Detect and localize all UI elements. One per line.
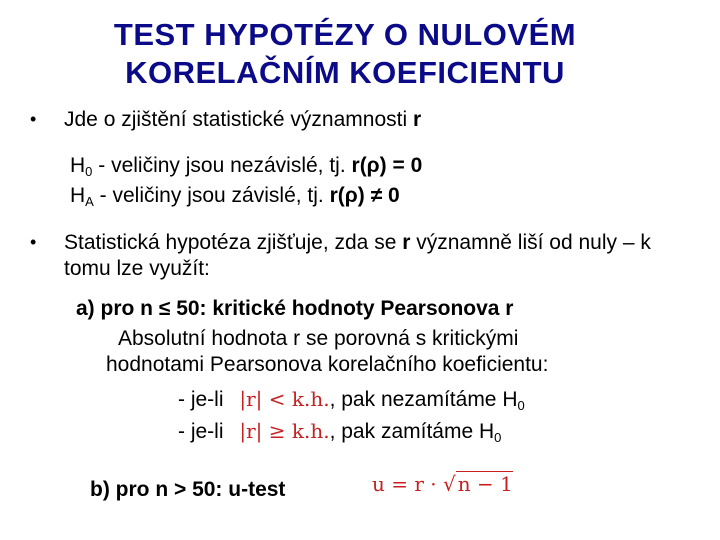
ha-formula: r(ρ) ≠ 0 (329, 184, 400, 207)
bullet-2-text-before: Statistická hypotéza zjišťuje, zda se (64, 231, 403, 254)
h0-text: - veličiny jsou nezávislé, tj. (92, 154, 352, 177)
case-1-prefix: - je-li (178, 388, 224, 411)
h0-sub: 0 (85, 164, 93, 179)
part-a-desc-1: Absolutní hodnota r se porovná s kritickými (118, 327, 519, 350)
ha-text: - veličiny jsou závislé, tj. (93, 184, 330, 207)
case-1-sub: 0 (517, 398, 525, 413)
part-a-desc-2: hodnotami Pearsonova korelačního koeficientu: (106, 353, 549, 376)
h0-label: H (70, 154, 86, 177)
title-line-1: TEST HYPOTÉZY O NULOVÉM (113, 17, 577, 52)
sqrt-icon: √ (443, 472, 456, 496)
bullet-1-text: Jde o zjištění statistické významnosti (64, 108, 413, 131)
ha-sub: A (85, 194, 94, 209)
bullet-dot-icon: • (30, 109, 37, 129)
title-line-2: KORELAČNÍM KOEFICIENTU (125, 55, 565, 90)
formula-lhs: u = r · (372, 472, 443, 496)
case-2-sub: 0 (494, 430, 502, 445)
bullet-2-text-after: významně liší od nuly – k tomu lze využít: (64, 231, 651, 280)
h0-formula: r(ρ) = 0 (351, 154, 423, 177)
part-b-heading: b) pro n > 50: u-test (90, 478, 286, 501)
case-1-suffix: , pak nezamítáme H (329, 388, 518, 411)
bullet-1 (64, 107, 704, 133)
bullet-dot-icon: • (30, 232, 37, 252)
case-1-math: |r| < k.h. (239, 387, 330, 411)
bullet-1-symbol: r (412, 108, 422, 131)
slide-title (0, 16, 690, 92)
part-a-case-1 (178, 386, 525, 413)
part-a-heading: a) pro n ≤ 50: kritické hodnoty Pearsonova r (76, 297, 514, 320)
bullet-2-symbol: r (402, 231, 411, 254)
case-2-suffix: , pak zamítáme H (329, 420, 495, 443)
part-a-case-2 (178, 418, 501, 445)
hypothesis-ha (70, 183, 400, 209)
case-2-prefix: - je-li (178, 420, 224, 443)
bullet-2 (64, 230, 674, 282)
case-2-math: |r| ≥ k.h. (239, 419, 330, 443)
formula-radicand: n − 1 (457, 472, 513, 496)
hypothesis-h0 (70, 153, 422, 179)
u-test-formula (372, 472, 513, 496)
ha-label: H (70, 184, 86, 207)
